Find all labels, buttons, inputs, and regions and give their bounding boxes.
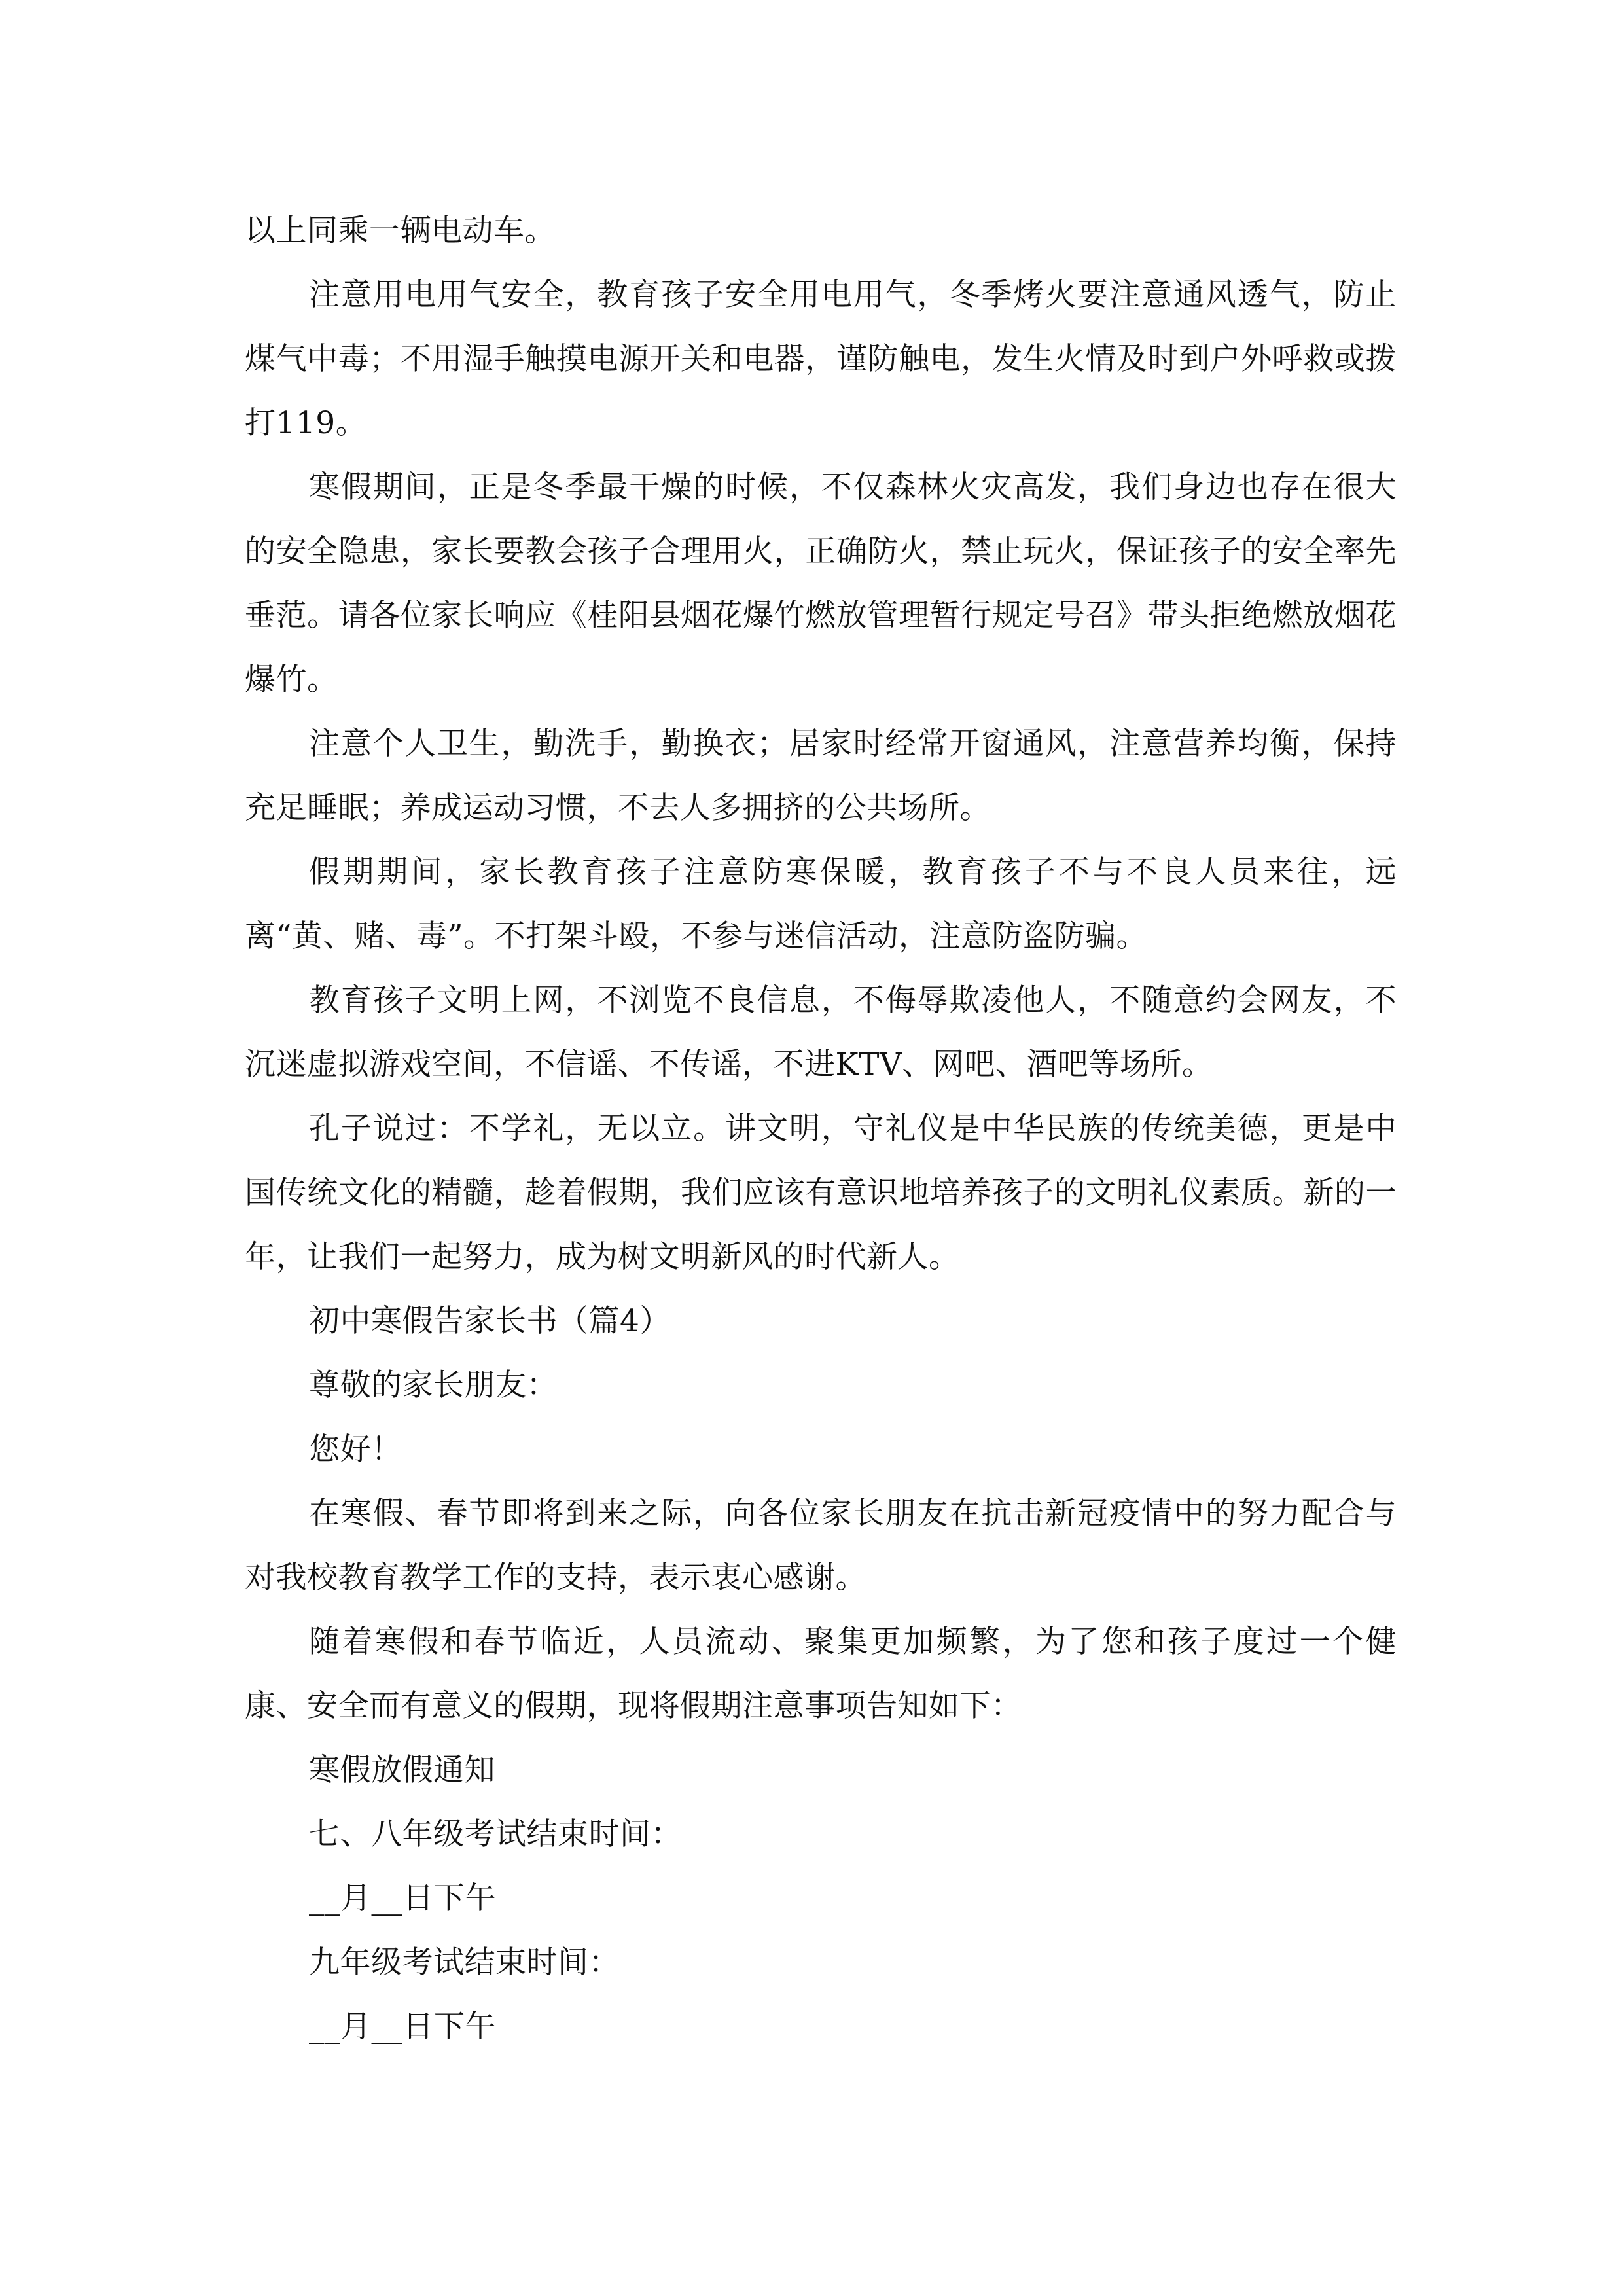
salutation: 尊敬的家长朋友： <box>309 1367 558 1403</box>
paragraph-holiday-notice-intro: 随着寒假和春节临近，人员流动、聚集更加频繁，为了您和孩子度过一个健康、安全而有意义的假期，现将假期注意事项告知如下： <box>245 1624 1397 1724</box>
notice-title: 寒假放假通知 <box>309 1752 495 1788</box>
grade-9-exam-end-label: 九年级考试结束时间： <box>309 1945 620 1981</box>
paragraph-thanks: 在寒假、春节即将到来之际，向各位家长朋友在抗击新冠疫情中的努力配合与对我校教育教学工作的支持，表示衷心感谢。 <box>245 1496 1397 1596</box>
grade-7-8-exam-end-date: __月__日下午 <box>309 1880 496 1916</box>
greeting: 您好！ <box>309 1431 402 1467</box>
paragraph-personal-hygiene: 注意个人卫生，勤洗手，勤换衣；居家时经常开窗通风，注意营养均衡，保持充足睡眠；养成运动习惯，不去人多拥挤的公共场所。 <box>245 726 1397 826</box>
grade-7-8-exam-end-label: 七、八年级考试结束时间： <box>309 1816 682 1852</box>
paragraph-internet-use: 教育孩子文明上网，不浏览不良信息，不侮辱欺凌他人，不随意约会网友，不沉迷虚拟游戏空间，不信谣、不传谣，不进KTV、网吧、酒吧等场所。 <box>245 982 1397 1083</box>
section-heading: 初中寒假告家长书（篇4） <box>309 1303 671 1339</box>
document-body <box>245 199 1397 2059</box>
paragraph-etiquette: 孔子说过：不学礼，无以立。讲文明，守礼仪是中华民族的传统美德，更是中国传统文化的精髓，趁着假期，我们应该有意识地培养孩子的文明礼仪素质。新的一年，让我们一起努力，成为树文明新风的时代新人。 <box>245 1111 1397 1275</box>
grade-9-exam-end-date: __月__日下午 <box>309 2009 496 2045</box>
paragraph-continuation: 以上同乘一辆电动车。 <box>245 213 556 249</box>
paragraph-holiday-conduct: 假期期间，家长教育孩子注意防寒保暖，教育孩子不与不良人员来往，远离“黄、赌、毒”。不打架斗殴，不参与迷信活动，注意防盗防骗。 <box>245 854 1397 954</box>
paragraph-electricity-gas-safety: 注意用电用气安全，教育孩子安全用电用气，冬季烤火要注意通风透气，防止煤气中毒；不用湿手触摸电源开关和电器，谨防触电，发生火情及时到户外呼救或拨打119。 <box>245 277 1397 441</box>
paragraph-fire-safety: 寒假期间，正是冬季最干燥的时候，不仅森林火灾高发，我们身边也存在很大的安全隐患，家长要教会孩子合理用火，正确防火，禁止玩火，保证孩子的安全率先垂范。请各位家长响应《桂阳县烟花爆竹燃放管理暂行规定号召》带头拒绝燃放烟花爆竹。 <box>245 469 1397 698</box>
